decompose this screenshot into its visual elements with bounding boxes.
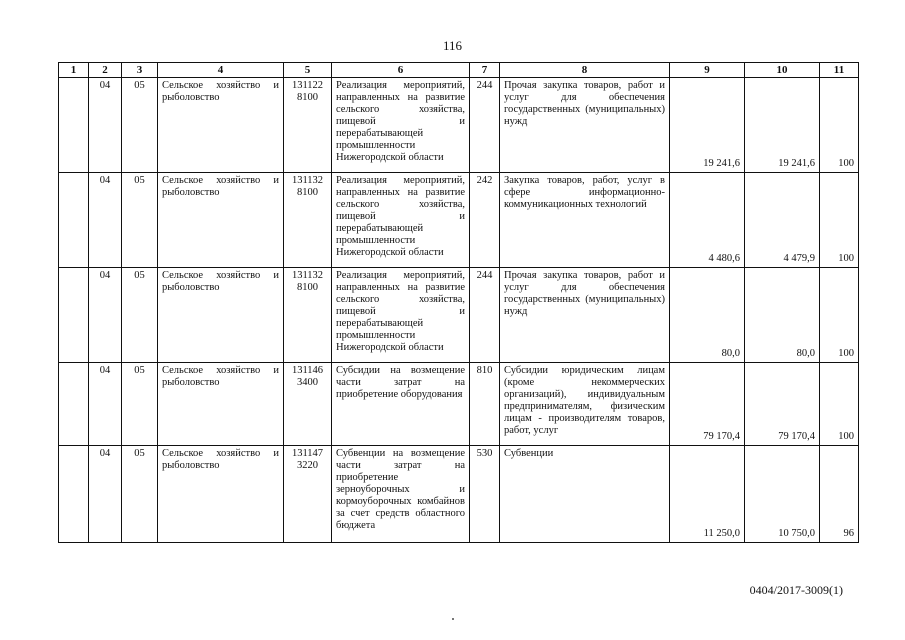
table-row bbox=[59, 268, 859, 363]
budget-table bbox=[58, 62, 859, 543]
page-number: 116 bbox=[442, 38, 463, 53]
cell-col-7: 530 bbox=[470, 446, 500, 543]
cell-col-2: 04 bbox=[89, 173, 122, 268]
column-header-8: 8 bbox=[500, 63, 670, 78]
cell-col-5: 131132 8100 bbox=[284, 173, 332, 268]
cell-col-1 bbox=[59, 268, 89, 363]
column-header-5: 5 bbox=[284, 63, 332, 78]
cell-col-9: 11 250,0 bbox=[670, 446, 745, 543]
table-row bbox=[59, 363, 859, 446]
cell-col-10: 79 170,4 bbox=[745, 363, 820, 446]
cell-col-4: Сельское хозяйство и рыболовство bbox=[158, 363, 284, 446]
header-row bbox=[59, 63, 859, 78]
cell-col-4: Сельское хозяйство и рыболовство bbox=[158, 446, 284, 543]
cell-col-11: 100 bbox=[820, 268, 859, 363]
cell-col-6: Реализация мероприятий, направленных на развитие сельского хозяйства, пищевой и перерабатывающей промышленности Нижегородской области bbox=[332, 78, 470, 173]
cell-col-4: Сельское хозяйство и рыболовство bbox=[158, 268, 284, 363]
cell-col-8: Прочая закупка товаров, работ и услуг для обеспечения государственных (муниципальных) нужд bbox=[500, 78, 670, 173]
table-row bbox=[59, 173, 859, 268]
column-header-9: 9 bbox=[670, 63, 745, 78]
cell-col-2: 04 bbox=[89, 78, 122, 173]
column-header-11: 11 bbox=[820, 63, 859, 78]
cell-col-6: Реализация мероприятий, направленных на развитие сельского хозяйства, пищевой и перерабатывающей промышленности Нижегородской области bbox=[332, 173, 470, 268]
cell-col-11: 100 bbox=[820, 78, 859, 173]
cell-col-8: Субвенции bbox=[500, 446, 670, 543]
column-header-7: 7 bbox=[470, 63, 500, 78]
cell-col-1 bbox=[59, 78, 89, 173]
cell-col-9: 80,0 bbox=[670, 268, 745, 363]
cell-col-7: 810 bbox=[470, 363, 500, 446]
cell-col-8: Прочая закупка товаров, работ и услуг для обеспечения государственных (муниципальных) нужд bbox=[500, 268, 670, 363]
cell-col-5: 131147 3220 bbox=[284, 446, 332, 543]
column-header-2: 2 bbox=[89, 63, 122, 78]
cell-col-11: 100 bbox=[820, 173, 859, 268]
cell-col-2: 04 bbox=[89, 268, 122, 363]
cell-col-6: Субсидии на возмещение части затрат на приобретение оборудования bbox=[332, 363, 470, 446]
column-header-3: 3 bbox=[122, 63, 158, 78]
cell-col-1 bbox=[59, 446, 89, 543]
column-header-6: 6 bbox=[332, 63, 470, 78]
cell-col-2: 04 bbox=[89, 446, 122, 543]
cell-col-8: Субсидии юридическим лицам (кроме некоммерческих организаций), индивидуальным предпринимателям, физическим лицам - производителям товаров, работ, услуг bbox=[500, 363, 670, 446]
cell-col-4: Сельское хозяйство и рыболовство bbox=[158, 173, 284, 268]
cell-col-9: 19 241,6 bbox=[670, 78, 745, 173]
cell-col-5: 131122 8100 bbox=[284, 78, 332, 173]
scan-mark bbox=[452, 618, 454, 620]
cell-col-7: 242 bbox=[470, 173, 500, 268]
cell-col-11: 100 bbox=[820, 363, 859, 446]
column-header-1: 1 bbox=[59, 63, 89, 78]
cell-col-6: Субвенции на возмещение части затрат на приобретение зерноуборочных и кормоуборочных комбайнов за счет средств областного бюджета bbox=[332, 446, 470, 543]
column-header-4: 4 bbox=[158, 63, 284, 78]
document-code: 0404/2017-3009(1) bbox=[749, 583, 843, 597]
cell-col-1 bbox=[59, 363, 89, 446]
cell-col-3: 05 bbox=[122, 173, 158, 268]
table-row bbox=[59, 78, 859, 173]
cell-col-10: 19 241,6 bbox=[745, 78, 820, 173]
cell-col-8: Закупка товаров, работ, услуг в сфере информационно-коммуникационных технологий bbox=[500, 173, 670, 268]
cell-col-3: 05 bbox=[122, 78, 158, 173]
cell-col-6: Реализация мероприятий, направленных на развитие сельского хозяйства, пищевой и перерабатывающей промышленности Нижегородской области bbox=[332, 268, 470, 363]
cell-col-9: 79 170,4 bbox=[670, 363, 745, 446]
column-header-10: 10 bbox=[745, 63, 820, 78]
cell-col-7: 244 bbox=[470, 78, 500, 173]
cell-col-10: 4 479,9 bbox=[745, 173, 820, 268]
cell-col-3: 05 bbox=[122, 268, 158, 363]
cell-col-5: 131146 3400 bbox=[284, 363, 332, 446]
cell-col-9: 4 480,6 bbox=[670, 173, 745, 268]
cell-col-1 bbox=[59, 173, 89, 268]
cell-col-7: 244 bbox=[470, 268, 500, 363]
cell-col-3: 05 bbox=[122, 446, 158, 543]
cell-col-2: 04 bbox=[89, 363, 122, 446]
cell-col-4: Сельское хозяйство и рыболовство bbox=[158, 78, 284, 173]
cell-col-10: 10 750,0 bbox=[745, 446, 820, 543]
cell-col-10: 80,0 bbox=[745, 268, 820, 363]
cell-col-5: 131132 8100 bbox=[284, 268, 332, 363]
cell-col-3: 05 bbox=[122, 363, 158, 446]
cell-col-11: 96 bbox=[820, 446, 859, 543]
table-row bbox=[59, 446, 859, 543]
